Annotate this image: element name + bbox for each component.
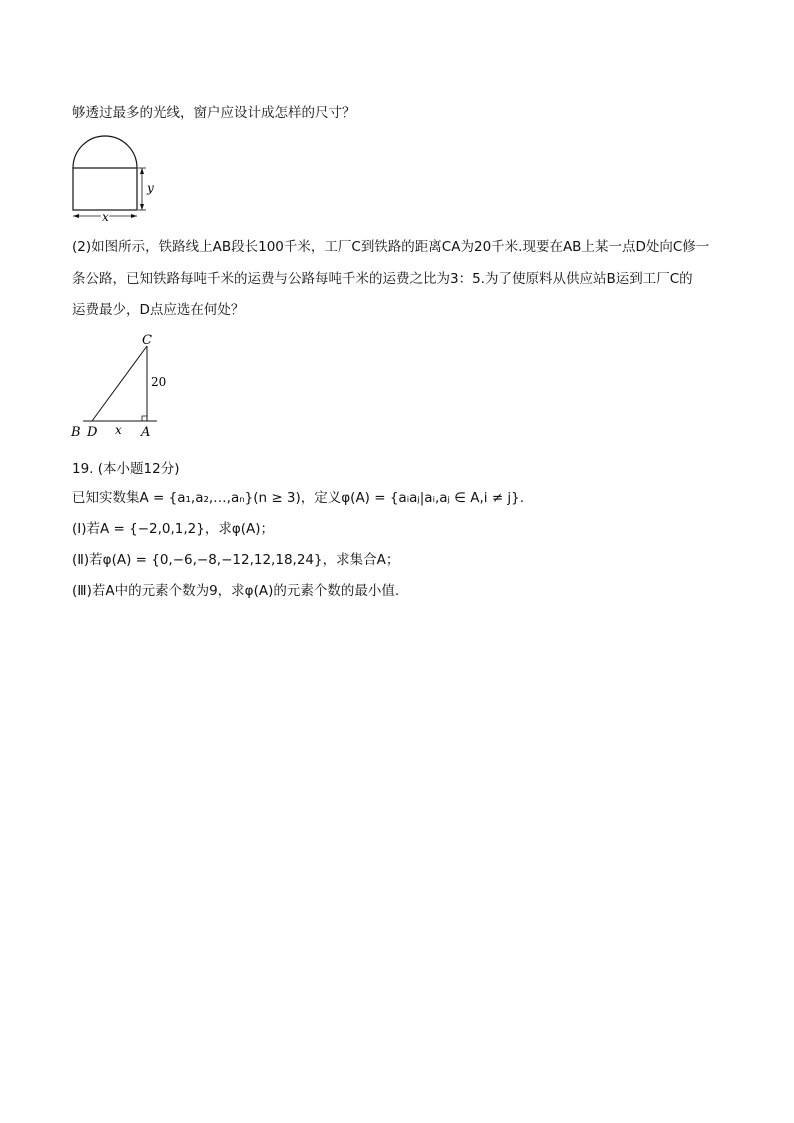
- road-DC: [92, 346, 147, 421]
- label-C: C: [142, 333, 152, 348]
- window-rectangle: [73, 168, 137, 210]
- label-D: D: [87, 425, 98, 440]
- problem19-part3: (Ⅲ)若A中的元素个数为9，求φ(A)的元素个数的最小值.: [72, 583, 400, 599]
- problem19-part2: (Ⅱ)若φ(A) = {0,−6,−8,−12,12,18,24}，求集合A；: [72, 552, 400, 568]
- problem19-part1: (Ⅰ)若A = {−2,0,1,2}，求φ(A)；: [72, 521, 275, 537]
- label-20: 20: [151, 375, 167, 389]
- window-label-y: y: [147, 181, 154, 195]
- railway-figure: [65, 330, 185, 440]
- label-A: A: [141, 425, 151, 440]
- label-B: B: [71, 425, 81, 440]
- window-figure: [65, 128, 175, 223]
- problem18-part2-line2: 条公路，已知铁路每吨千米的运费与公路每吨千米的运费之比为3：5.为了使原料从供应站B运到工厂C的: [72, 271, 693, 287]
- window-semicircle: [73, 136, 137, 168]
- problem19-header: 19. (本小题12分): [72, 461, 180, 477]
- problem18-part2-line3: 运费最少，D点应选在何处？: [72, 302, 245, 318]
- right-angle-mark: [142, 416, 147, 421]
- label-x: x: [115, 423, 122, 437]
- problem18-part1-text: 够透过最多的光线，窗户应设计成怎样的尺寸？: [72, 105, 356, 121]
- problem19-stem: 已知实数集A = {a₁,a₂,…,aₙ}(n ≥ 3)，定义φ(A) = {aᵢaⱼ|aᵢ,aⱼ ∈ A,i ≠ j}.: [72, 490, 525, 506]
- window-label-x: x: [102, 210, 109, 223]
- problem18-part2-line1: (2)如图所示，铁路线上AB段长100千米，工厂C到铁路的距离CA为20千米.现要在AB上某一点D处向C修一: [72, 239, 710, 255]
